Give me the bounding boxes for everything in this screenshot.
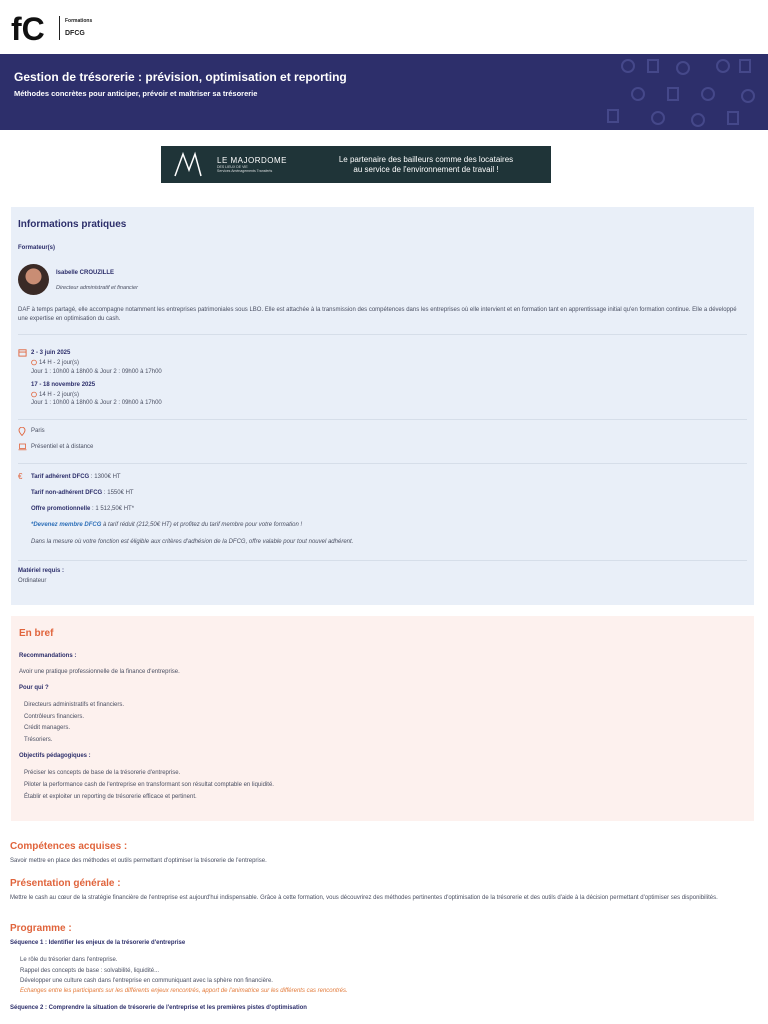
price-promo [31, 505, 134, 514]
laptop-icon [18, 443, 27, 451]
price-nonmember-label: Tarif non-adhérent DFCG [31, 490, 103, 496]
ad-brand-tiny: Services Aménagements Transferts [217, 169, 273, 174]
audience-item: Trésoriers. [24, 737, 53, 743]
skills-text: Savoir mettre en place des méthodes et outils permettant d'optimiser la trésorerie de l'entreprise. [10, 858, 267, 864]
goal-item: Préciser les concepts de base de la trésorerie d'entreprise. [24, 770, 181, 776]
audience-label: Pour qui ? [19, 685, 49, 691]
sequence-1-item: Développer une culture cash dans l'entreprise en communiquant avec la sphère non financière. [20, 978, 273, 984]
goals-label: Objectifs pédagogiques : [19, 753, 91, 759]
audience-item: Crédit managers. [24, 725, 71, 731]
fc-logo[interactable] [11, 12, 55, 44]
majordome-logo-icon [161, 146, 211, 183]
material-value: Ordinateur [18, 578, 47, 584]
sequence-1-item: Rappel des concepts de base : solvabilité, liquidité... [20, 968, 160, 974]
clock-icon [31, 359, 37, 366]
session-1-schedule: Jour 1 : 10h00 à 18h00 & Jour 2 : 09h00 à 17h00 [31, 369, 162, 375]
practical-info-panel [11, 207, 754, 605]
trainer-avatar [18, 264, 49, 295]
delivery-mode: Présentiel et à distance [31, 444, 94, 450]
clock-icon [31, 391, 37, 398]
summary-panel [11, 616, 754, 821]
trainer-name[interactable]: Isabelle CROUZILLE [56, 270, 115, 276]
logo-formations-text: Formations [65, 18, 93, 24]
svg-text:fC: fC [11, 12, 45, 44]
overview-text: Mettre le cash au cœur de la stratégie financière de l'entreprise est aujourd'hui indispensable. Grâce à cette formation, vous découvrirez des méthodes pertinentes d'optimisation de la trésorerie et des outils d'aide à la décision permettant d'optimiser ses disponibilités. [10, 895, 718, 901]
location: Paris [31, 428, 45, 434]
session-1-date: 2 - 3 juin 2025 [31, 350, 71, 356]
session-2-schedule: Jour 1 : 10h00 à 18h00 & Jour 2 : 09h00 à 17h00 [31, 400, 162, 406]
page-subtitle: Méthodes concrètes pour anticiper, prévoir et maîtriser sa trésorerie [14, 89, 258, 98]
ad-brand [217, 156, 307, 174]
become-member-link[interactable]: *Devenez membre DFCG [31, 522, 102, 528]
trainer-bio: DAF à temps partagé, elle accompagne notamment les entreprises patrimoniales sous LBO. Elle est attachée à la transmission des compétences dans les entreprises où elle intervient et en formation tant en apprentissage initial qu'en formation continue. Elle a développé une expertise en optimisation du cash. [18, 307, 737, 322]
banner-decoration-icon [508, 54, 768, 130]
ad-tagline-line-1: Le partenaire des bailleurs comme des locataires [338, 154, 514, 164]
price-promo-label: Offre promotionnelle [31, 506, 91, 512]
euro-icon: € [18, 472, 23, 481]
ad-brand-name: LE MAJORDOME [217, 155, 288, 165]
audience-item: Directeurs administratifs et financiers. [24, 702, 125, 708]
logo-divider [59, 16, 60, 40]
promo-condition: Dans la mesure où votre fonction est éligible aux critères d'adhésion de la DFCG, offre valable pour tout nouvel adhérent. [31, 539, 354, 545]
recommendations-text: Avoir une pratique professionnelle de la finance d'entreprise. [19, 669, 180, 675]
promo-note-text: à tarif réduit (212,50€ HT) et profitez du tarif membre pour votre formation ! [101, 522, 303, 528]
material-label: Matériel requis : [18, 568, 65, 574]
sequence-1-title: Séquence 1 : Identifier les enjeux de la trésorerie d'entreprise [10, 940, 186, 946]
ad-tagline [307, 155, 551, 175]
ad-tagline-line-2: au service de l'environnement de travail ! [353, 164, 499, 174]
price-member-label: Tarif adhérent DFCG [31, 474, 90, 480]
calendar-icon [18, 348, 27, 357]
goal-item: Piloter la performance cash de l'entreprise en transformant son résultat comptable en liquidité. [24, 782, 274, 788]
divider [18, 419, 747, 420]
price-nonmember-value: : 1550€ HT [102, 490, 134, 496]
overview-heading: Présentation générale : [10, 878, 121, 889]
practical-info-heading: Informations pratiques [18, 219, 127, 230]
session-2-duration: 14 H - 2 jour(s) [39, 392, 80, 398]
page-title: Gestion de trésorerie : prévision, optimisation et reporting [14, 70, 347, 84]
session-2-date: 17 - 18 novembre 2025 [31, 382, 96, 388]
skills-heading: Compétences acquises : [10, 841, 128, 852]
ad-brand-sub: DES LIEUX DE VIE [217, 165, 248, 170]
recommendations-label: Recommandations : [19, 653, 77, 659]
location-pin-icon [18, 427, 26, 436]
logo-dfcg-text: DFCG [65, 30, 85, 37]
sequence-1-note: Echanges entre les participants sur les différents enjeux rencontrés, apport de l'animatrice sur les différents cas rencontrés. [20, 988, 348, 994]
summary-heading: En bref [19, 628, 54, 639]
site-header [0, 0, 768, 54]
sequence-2-title: Séquence 2 : Comprendre la situation de trésorerie de l'entreprise et les premières pistes d'optimisation [10, 1005, 307, 1011]
trainers-label: Formateur(s) [18, 245, 56, 251]
course-banner [0, 54, 768, 130]
divider [18, 463, 747, 464]
price-member [31, 473, 121, 482]
session-1-duration: 14 H - 2 jour(s) [39, 360, 80, 366]
divider [18, 334, 747, 335]
divider [18, 560, 747, 561]
goal-item: Établir et exploiter un reporting de trésorerie efficace et pertinent. [24, 794, 197, 800]
price-promo-value: : 1 512,50€ HT* [90, 506, 135, 512]
program-heading: Programme : [10, 923, 72, 934]
trainer-role: Directeur administratif et financier [56, 285, 138, 291]
price-member-value: : 1300€ HT [89, 474, 121, 480]
price-nonmember [31, 489, 134, 498]
partner-ad-banner[interactable] [161, 146, 551, 183]
promo-note [31, 521, 302, 530]
sequence-1-item: Le rôle du trésorier dans l'entreprise. [20, 957, 118, 963]
audience-item: Contrôleurs financiers. [24, 714, 85, 720]
